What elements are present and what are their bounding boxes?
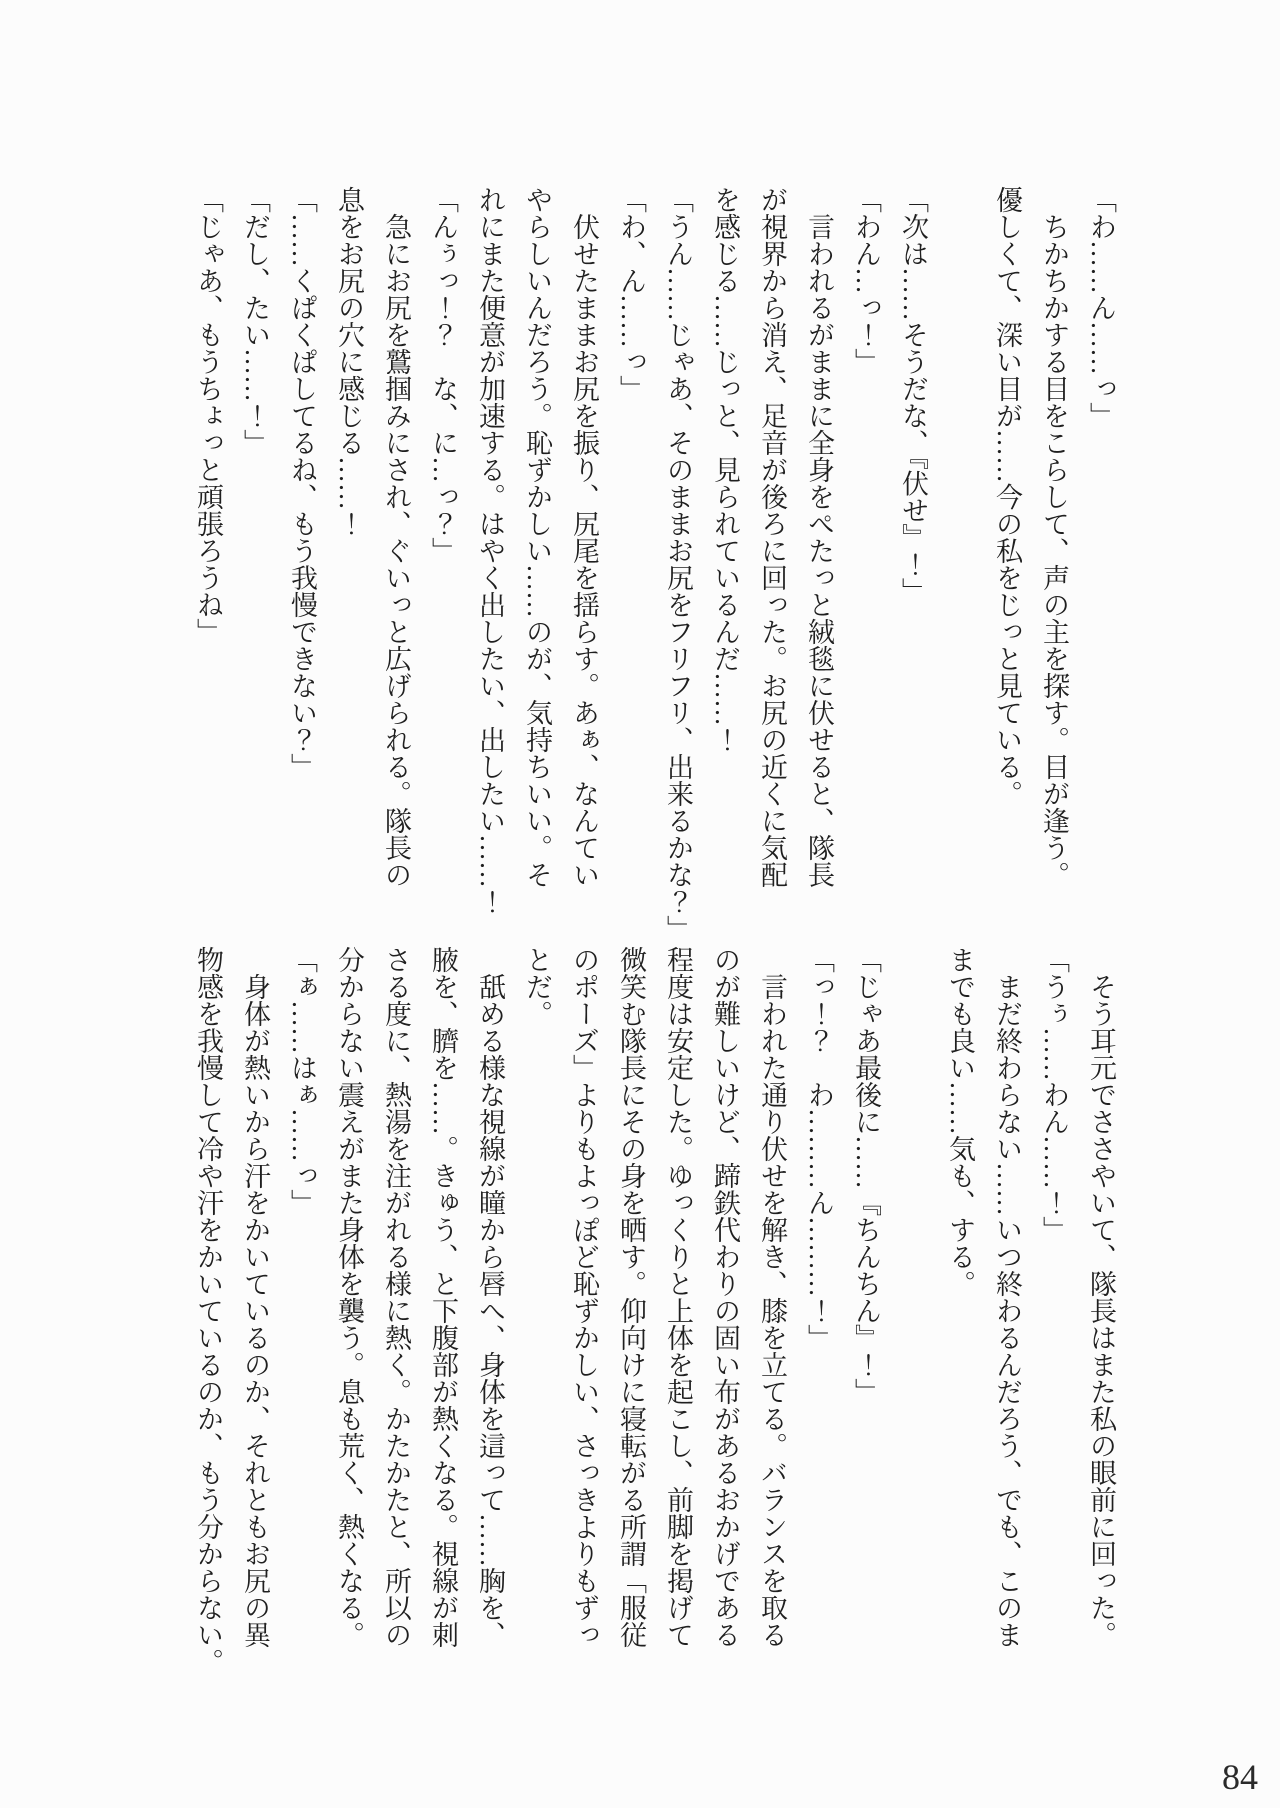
text-line: 「んぅっ！？ な、に…っ？」: [428, 186, 458, 564]
text-line: まだ終わらない……いつ終わるんだろう、でも、このま: [992, 946, 1022, 1648]
page-number: 84: [1222, 1757, 1258, 1797]
text-line: 「うぅ……わん……！」: [1039, 946, 1069, 1243]
text-line: 「じゃあ最後に……『ちんちん』！」: [851, 946, 881, 1405]
text-block-top: [184, 186, 1124, 942]
blank-line: [889, 946, 936, 1662]
text-line: 腋を、臍を……。きゅう、と下腹部が熱くなる。視線が刺: [428, 946, 458, 1648]
text-line: のが難しいけど、蹄鉄代わりの固い布があるおかげである: [710, 946, 740, 1648]
text-line: そう耳元でささやいて、隊長はまた私の眼前に回った。: [1086, 946, 1116, 1648]
text-line: 「次は……そうだな、『伏せ』！」: [898, 186, 928, 605]
text-line: やらしいんだろう。恥ずかしい……のが、気持ちいい。そ: [522, 186, 552, 888]
text-line: 伏せたままお尻を振り、尻尾を揺らす。あぁ、なんてい: [569, 186, 599, 888]
text-line: 「じゃあ、もうちょっと頑張ろうね」: [193, 186, 223, 645]
text-line: 「うん……じゃあ、そのままお尻をフリフリ、出来るかな？」: [663, 186, 693, 942]
text-line: を感じる……じっと、見られているんだ……！: [710, 186, 740, 753]
text-line: ちかちかする目をこらして、声の主を探す。目が逢う。: [1039, 186, 1069, 888]
text-line: 急にお尻を鷲掴みにされ、ぐいっと広げられる。隊長の: [381, 186, 411, 888]
text-block-bottom: [184, 946, 1124, 1675]
text-line: れにまた便意が加速する。はやく出したい、出したい……！: [475, 186, 505, 915]
text-line: 「わ、ん……っ」: [616, 186, 646, 402]
text-line: が視界から消え、足音が後ろに回った。お尻の近くに気配: [757, 186, 787, 888]
text-line: 物感を我慢して冷や汗をかいているのか、もう分からない。: [193, 946, 223, 1675]
text-line: 「っ！？ わ………ん………！」: [804, 946, 834, 1351]
text-line: とだ。: [522, 946, 552, 1027]
text-line: 優しくて、深い目が……今の私をじっと見ている。: [992, 186, 1022, 807]
text-line: 「……くぱくぱしてるね、もう我慢できない？」: [287, 186, 317, 780]
text-line: までも良い……気も、する。: [945, 946, 975, 1297]
text-line: 程度は安定した。ゆっくりと上体を起こし、前脚を掲げて: [663, 946, 693, 1648]
text-line: 「だし、たい……！」: [240, 186, 270, 456]
text-line: 分からない震えがまた身体を襲う。息も荒く、熱くなる。: [334, 946, 364, 1648]
text-line: 息をお尻の穴に感じる……！: [334, 186, 364, 537]
blank-line: [936, 186, 983, 902]
text-line: 舐める様な視線が瞳から唇へ、身体を這って……胸を、: [475, 946, 505, 1648]
text-line: 言われるがままに全身をぺたっと絨毯に伏せると、隊長: [804, 186, 834, 888]
text-line: 微笑む隊長にその身を晒す。仰向けに寝転がる所謂「服従: [616, 946, 646, 1648]
text-line: 「わん…っ！」: [851, 186, 881, 375]
text-line: 「わ……ん……っ」: [1086, 186, 1116, 429]
text-line: さる度に、熱湯を注がれる様に熱く。かたかたと、所以の: [381, 946, 411, 1648]
text-line: のポーズ」よりもよっぽど恥ずかしい、さっきよりもずっ: [569, 946, 599, 1648]
text-line: 身体が熱いから汗をかいているのか、それともお尻の異: [240, 946, 270, 1648]
text-line: 「ぁ……はぁ……っ」: [287, 946, 317, 1216]
text-line: 言われた通り伏せを解き、膝を立てる。バランスを取る: [757, 946, 787, 1648]
